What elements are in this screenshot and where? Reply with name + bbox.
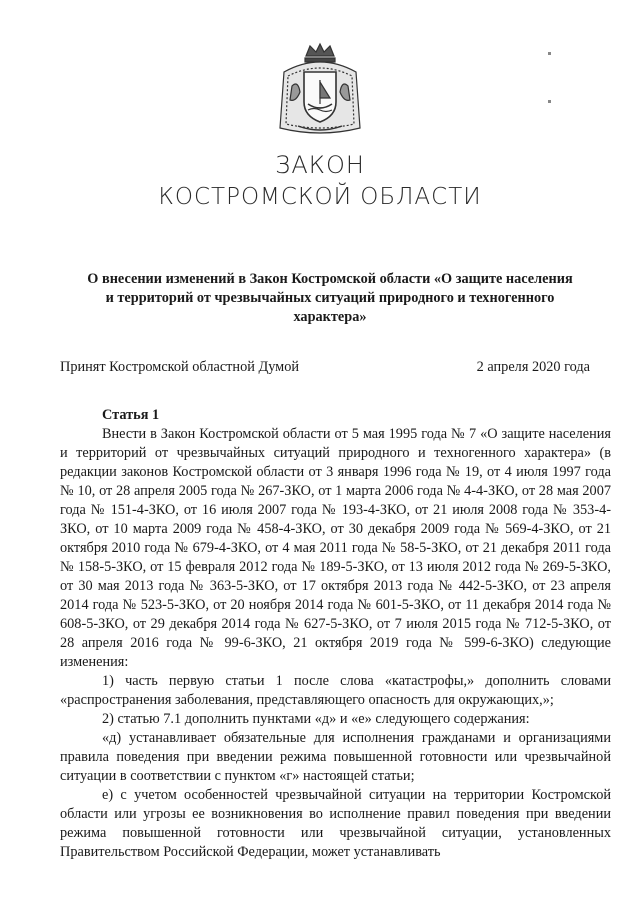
- subject-line: и территорий от чрезвычайных ситуаций природного и техногенного: [105, 290, 555, 306]
- scan-mark: [548, 100, 551, 103]
- adopted-by: Принят Костромской областной Думой: [60, 359, 300, 375]
- subject-line: О внесении изменений в Закон Костромской области «О защите населения: [87, 271, 573, 287]
- paragraph: е) с учетом особенностей чрезвычайной ситуации на территории Костромской области или угрозы ее возникновения во исполнение правил поведения при введении режима повышенной готовности или чрезвычайной ситуации, установленных Правительством Российской Федерации, может устанавливать: [60, 787, 611, 860]
- article-heading: Статья 1: [102, 407, 160, 423]
- law-subject: [60, 270, 600, 327]
- law-title-line2: КОСТРОМСКОЙ ОБЛАСТИ: [158, 184, 482, 210]
- subject-line: характера»: [293, 309, 367, 325]
- document-body: [60, 406, 611, 862]
- adopted-date: 2 апреля 2020 года: [476, 359, 590, 375]
- paragraph: 1) часть первую статьи 1 после слова «катастрофы,» дополнить словами «распространения заболевания, представляющего опасность для окружающих,»;: [60, 673, 611, 708]
- scan-mark: [548, 52, 551, 55]
- law-title: [0, 150, 640, 212]
- paragraph: «д) устанавливает обязательные для исполнения гражданами и организациями правила поведения при введении режима повышенной готовности или чрезвычайной ситуации в соответствии с пунктом «г» настоящей статьи;: [60, 730, 611, 784]
- law-title-line1: ЗАКОН: [275, 151, 365, 179]
- coat-of-arms-icon: [272, 42, 368, 140]
- paragraph: Внести в Закон Костромской области от 5 мая 1995 года № 7 «О защите населения и территорий от чрезвычайных ситуаций природного и техногенного характера» (в редакции законов Костромской области от 3 января 1996 года № 19, от 4 июля 1997 года № 10, от 28 апреля 2005 года № 267-ЗКО, от 1 марта 2006 года № 4-4-ЗКО, от 28 мая 2007 года № 151-4-ЗКО, от 16 июля 2007 года № 193-4-ЗКО, от 21 июля 2008 года № 353-4-ЗКО, от 10 марта 2009 года № 458-4-ЗКО, от 30 декабря 2009 года № 569-4-ЗКО, от 21 октября 2010 года № 679-4-ЗКО, от 4 мая 2011 года № 58-5-ЗКО, от 21 декабря 2011 года № 158-5-ЗКО, от 15 февраля 2012 года № 189-5-ЗКО, от 13 июля 2012 года № 269-5-ЗКО, от 30 мая 2013 года № 363-5-ЗКО, от 17 октября 2013 года № 442-5-ЗКО, от 23 апреля 2014 года № 523-5-ЗКО, от 20 ноября 2014 года № 601-5-ЗКО, от 11 декабря 2014 года № 608-5-ЗКО, от 29 декабря 2014 года № 627-5-ЗКО, от 7 июля 2015 года № 712-5-ЗКО, от 28 апреля 2016 года № 99-6-ЗКО, 21 октября 2019 года № 599-6-ЗКО) следующие изменения:: [60, 426, 611, 670]
- paragraph: 2) статью 7.1 дополнить пунктами «д» и «е» следующего содержания:: [102, 711, 530, 727]
